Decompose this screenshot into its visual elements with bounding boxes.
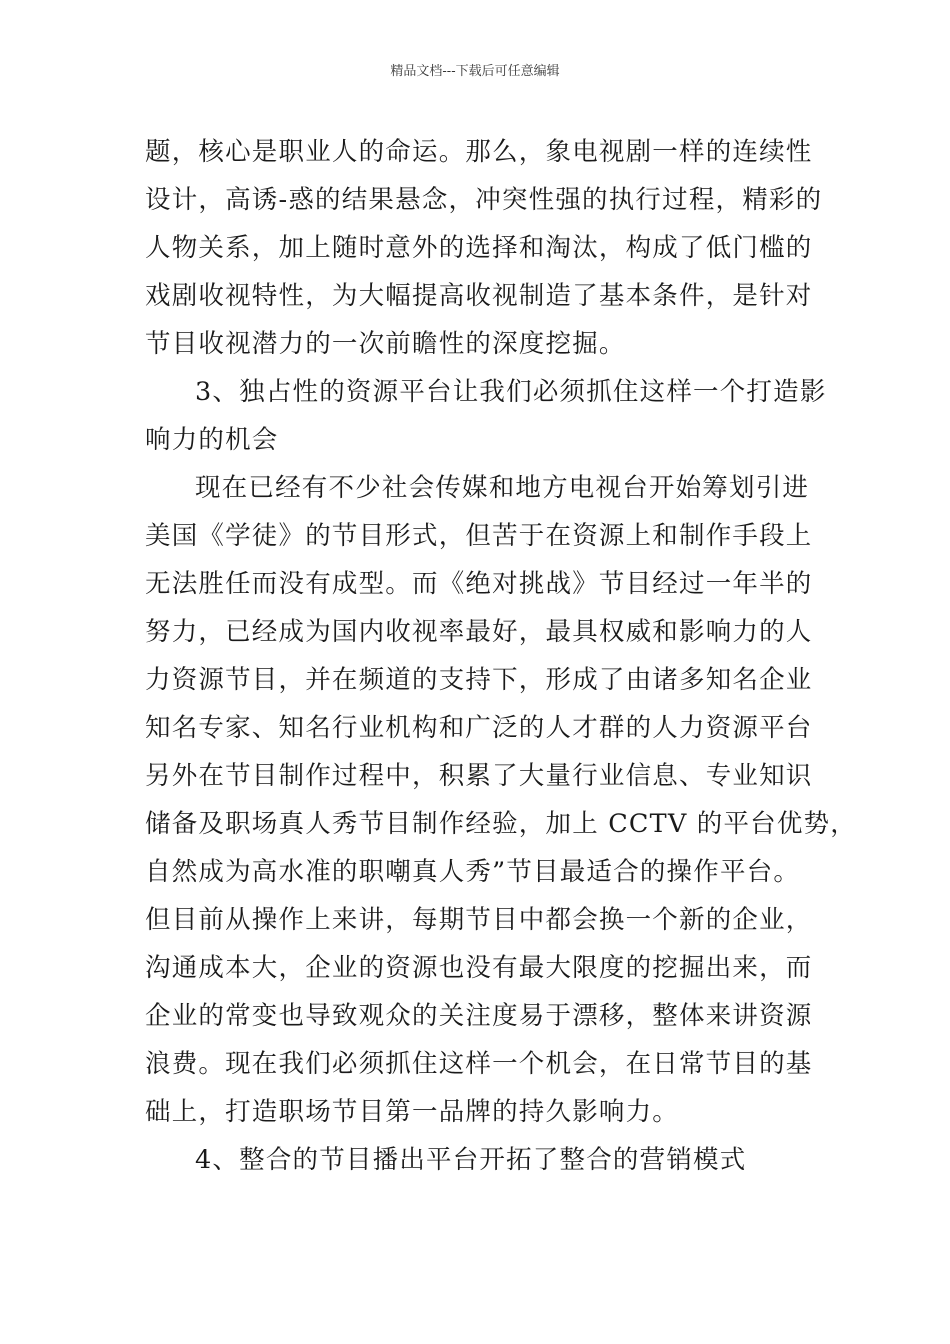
text-line: 另外在节目制作过程中，积累了大量行业信息、专业知识 bbox=[145, 761, 813, 791]
section-heading-3: 3、独占性的资源平台让我们必须抓住这样一个打造影 bbox=[195, 377, 827, 407]
text-line: 努力，已经成为国内收视率最好，最具权威和影响力的人 bbox=[145, 617, 813, 647]
text-line: 础上，打造职场节目第一品牌的持久影响力。 bbox=[145, 1097, 680, 1127]
text-line: 知名专家、知名行业机构和广泛的人才群的人力资源平台 bbox=[145, 713, 813, 743]
section-heading-4: 4、整合的节目播出平台开拓了整合的营销模式 bbox=[195, 1145, 747, 1175]
text-line: 储备及职场真人秀节目制作经验，加上 CCTV 的平台优势， bbox=[145, 809, 857, 839]
text-line: 戏剧收视特性，为大幅提高收视制造了基本条件，是针对 bbox=[145, 281, 813, 311]
text-line: 沟通成本大，企业的资源也没有最大限度的挖掘出来，而 bbox=[145, 953, 813, 983]
section-heading-3-continued: 响力的机会 bbox=[145, 425, 279, 455]
text-line: 企业的常变也导致观众的关注度易于漂移，整体来讲资源 bbox=[145, 1001, 813, 1031]
text-line: 题，核心是职业人的命运。那么，象电视剧一样的连续性 bbox=[145, 137, 813, 167]
text-line: 设计，高诱-惑的结果悬念，冲突性强的执行过程，精彩的 bbox=[145, 185, 823, 215]
text-line: 美国《学徒》的节目形式，但苦于在资源上和制作手段上 bbox=[145, 521, 813, 551]
text-line: 自然成为高水准的职嘲真人秀”节目最适合的操作平台。 bbox=[145, 857, 801, 887]
text-line: 浪费。现在我们必须抓住这样一个机会，在日常节目的基 bbox=[145, 1049, 813, 1079]
text-line: 人物关系，加上随时意外的选择和淘汰，构成了低门槛的 bbox=[145, 233, 813, 263]
document-body bbox=[145, 128, 857, 1184]
text-line: 力资源节目，并在频道的支持下，形成了由诸多知名企业 bbox=[145, 665, 813, 695]
text-line: 无法胜任而没有成型。而《绝对挑战》节目经过一年半的 bbox=[145, 569, 813, 599]
paragraph-start: 现在已经有不少社会传媒和地方电视台开始筹划引进 bbox=[195, 473, 810, 503]
text-line: 节目收视潜力的一次前瞻性的深度挖掘。 bbox=[145, 329, 626, 359]
text-line: 但目前从操作上来讲，每期节目中都会换一个新的企业， bbox=[145, 905, 813, 935]
page-header: 精品文档---下载后可任意编辑 bbox=[390, 64, 560, 79]
